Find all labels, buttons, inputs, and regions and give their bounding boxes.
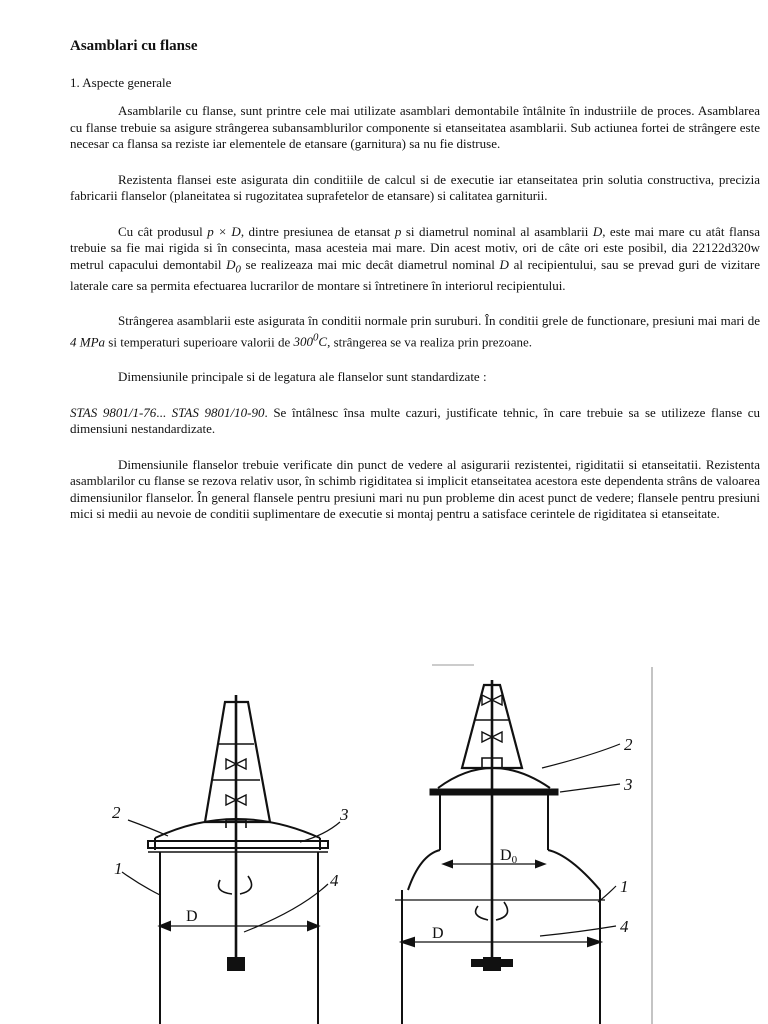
document-title: Asamblari cu flanse: [70, 38, 198, 54]
paragraph-5: Dimensiunile principale si de legatura ale flanselor sunt standardizate :: [118, 369, 487, 385]
stas-ref-2: STAS 9801/10-90: [171, 404, 265, 420]
text-column: [70, 38, 760, 542]
right-dim-d0: D0: [500, 847, 518, 866]
paragraph-2: Rezistenta flansei este asigurata din conditiile de calcul si de executie iar etanseitatea prin solutia constructiva, precizia fabricarii flanselor (planeitatea si rugozitatea suprafetelor de etansare) si calitatea garniturii.: [70, 171, 760, 203]
right-dim-d: D: [432, 925, 444, 942]
right-label-2: 2: [624, 735, 633, 754]
formula-p-x-d: p × D: [207, 223, 241, 239]
paragraph-4: Strângerea asamblarii este asigurata în conditii normale prin suruburi. În conditii grele de functionare, presiuni mai mari de 4 MPa si temperaturi superioare valorii de $300^0C$, strângerea se va realiza prin prezoane.: [70, 313, 760, 349]
pressure-value: 4 MPa: [70, 333, 106, 349]
paragraph-1: Asamblarile cu flanse, sunt printre cele mai utilizate asamblari demontabile întâlnite în industriile de proces. Asamblarea cu flanse trebuie sa asigure strângerea subansamblurilor componente si etanseitatea asamblarii. Sub actiunea fortei de strângere este necesar ca flansa sa reziste iar elementele de etansare (garnitura) sa nu fie distruse.: [70, 103, 760, 151]
right-label-1: 1: [620, 877, 629, 896]
right-label-4: 4: [620, 917, 629, 936]
vessel-diagrams: [0, 640, 768, 1024]
left-label-1: 1: [114, 859, 123, 878]
right-label-3: 3: [624, 775, 633, 794]
symbol-d0: $D_0$: [226, 256, 241, 276]
left-label-2: 2: [112, 803, 121, 822]
left-label-4: 4: [330, 871, 339, 890]
paragraph-7: Dimensiunile flanselor trebuie verificate din punct de vedere al asigurarii rezistentei, rigiditatii si etanseitatii. Rezistenta asamblarilor cu flanse se rezova relativ usor, în schimb rigiditatea si implicit etanseitatea acestora este dependenta strâns de valoarea dimensiunilor flanselor. În general flansele pentru presiuni mari nu pun probleme din acest punct de vedere; flansele pentru presiuni mici si medii au nevoie de conditii suplimentare de executie si montaj pentru a satisface cerintele de rigiditatea si etanseitate.: [70, 456, 760, 522]
section-heading: 1. Aspecte generale: [70, 75, 172, 90]
left-label-3: 3: [340, 805, 349, 824]
left-vessel-figure: [122, 695, 340, 1024]
left-dim-d: D: [186, 908, 198, 925]
stas-ref-1: STAS 9801/1-76: [70, 404, 157, 420]
paragraph-6: STAS 9801/1-76... STAS 9801/10-90. Se întâlnesc însa multe cazuri, justificate tehnic, în care trebuie sa se utilizeze flanse cu dimensiuni nestandardizate.: [70, 404, 760, 437]
temperature-value: $300^0C$: [293, 331, 328, 349]
figures-area: [0, 640, 768, 1024]
paragraph-3: Cu cât produsul p × D, dintre presiunea de etansat p si diametrul nominal al asamblarii D, este mai mare cu atât flansa trebuie sa fie mai rigida si în consecinta, masa acesteia mai mare. Din acest motiv, ori de câte ori este posibil, dia 22122d320w metrul capacului demontabil $D_0$ se realizeaza mai mic decât diametrul nominal D al recipientului, sau se prevad guri de vizitare laterale care sa permita efectuarea lucrarilor de montare si întretinere în interiorul recipientului.: [70, 223, 760, 293]
